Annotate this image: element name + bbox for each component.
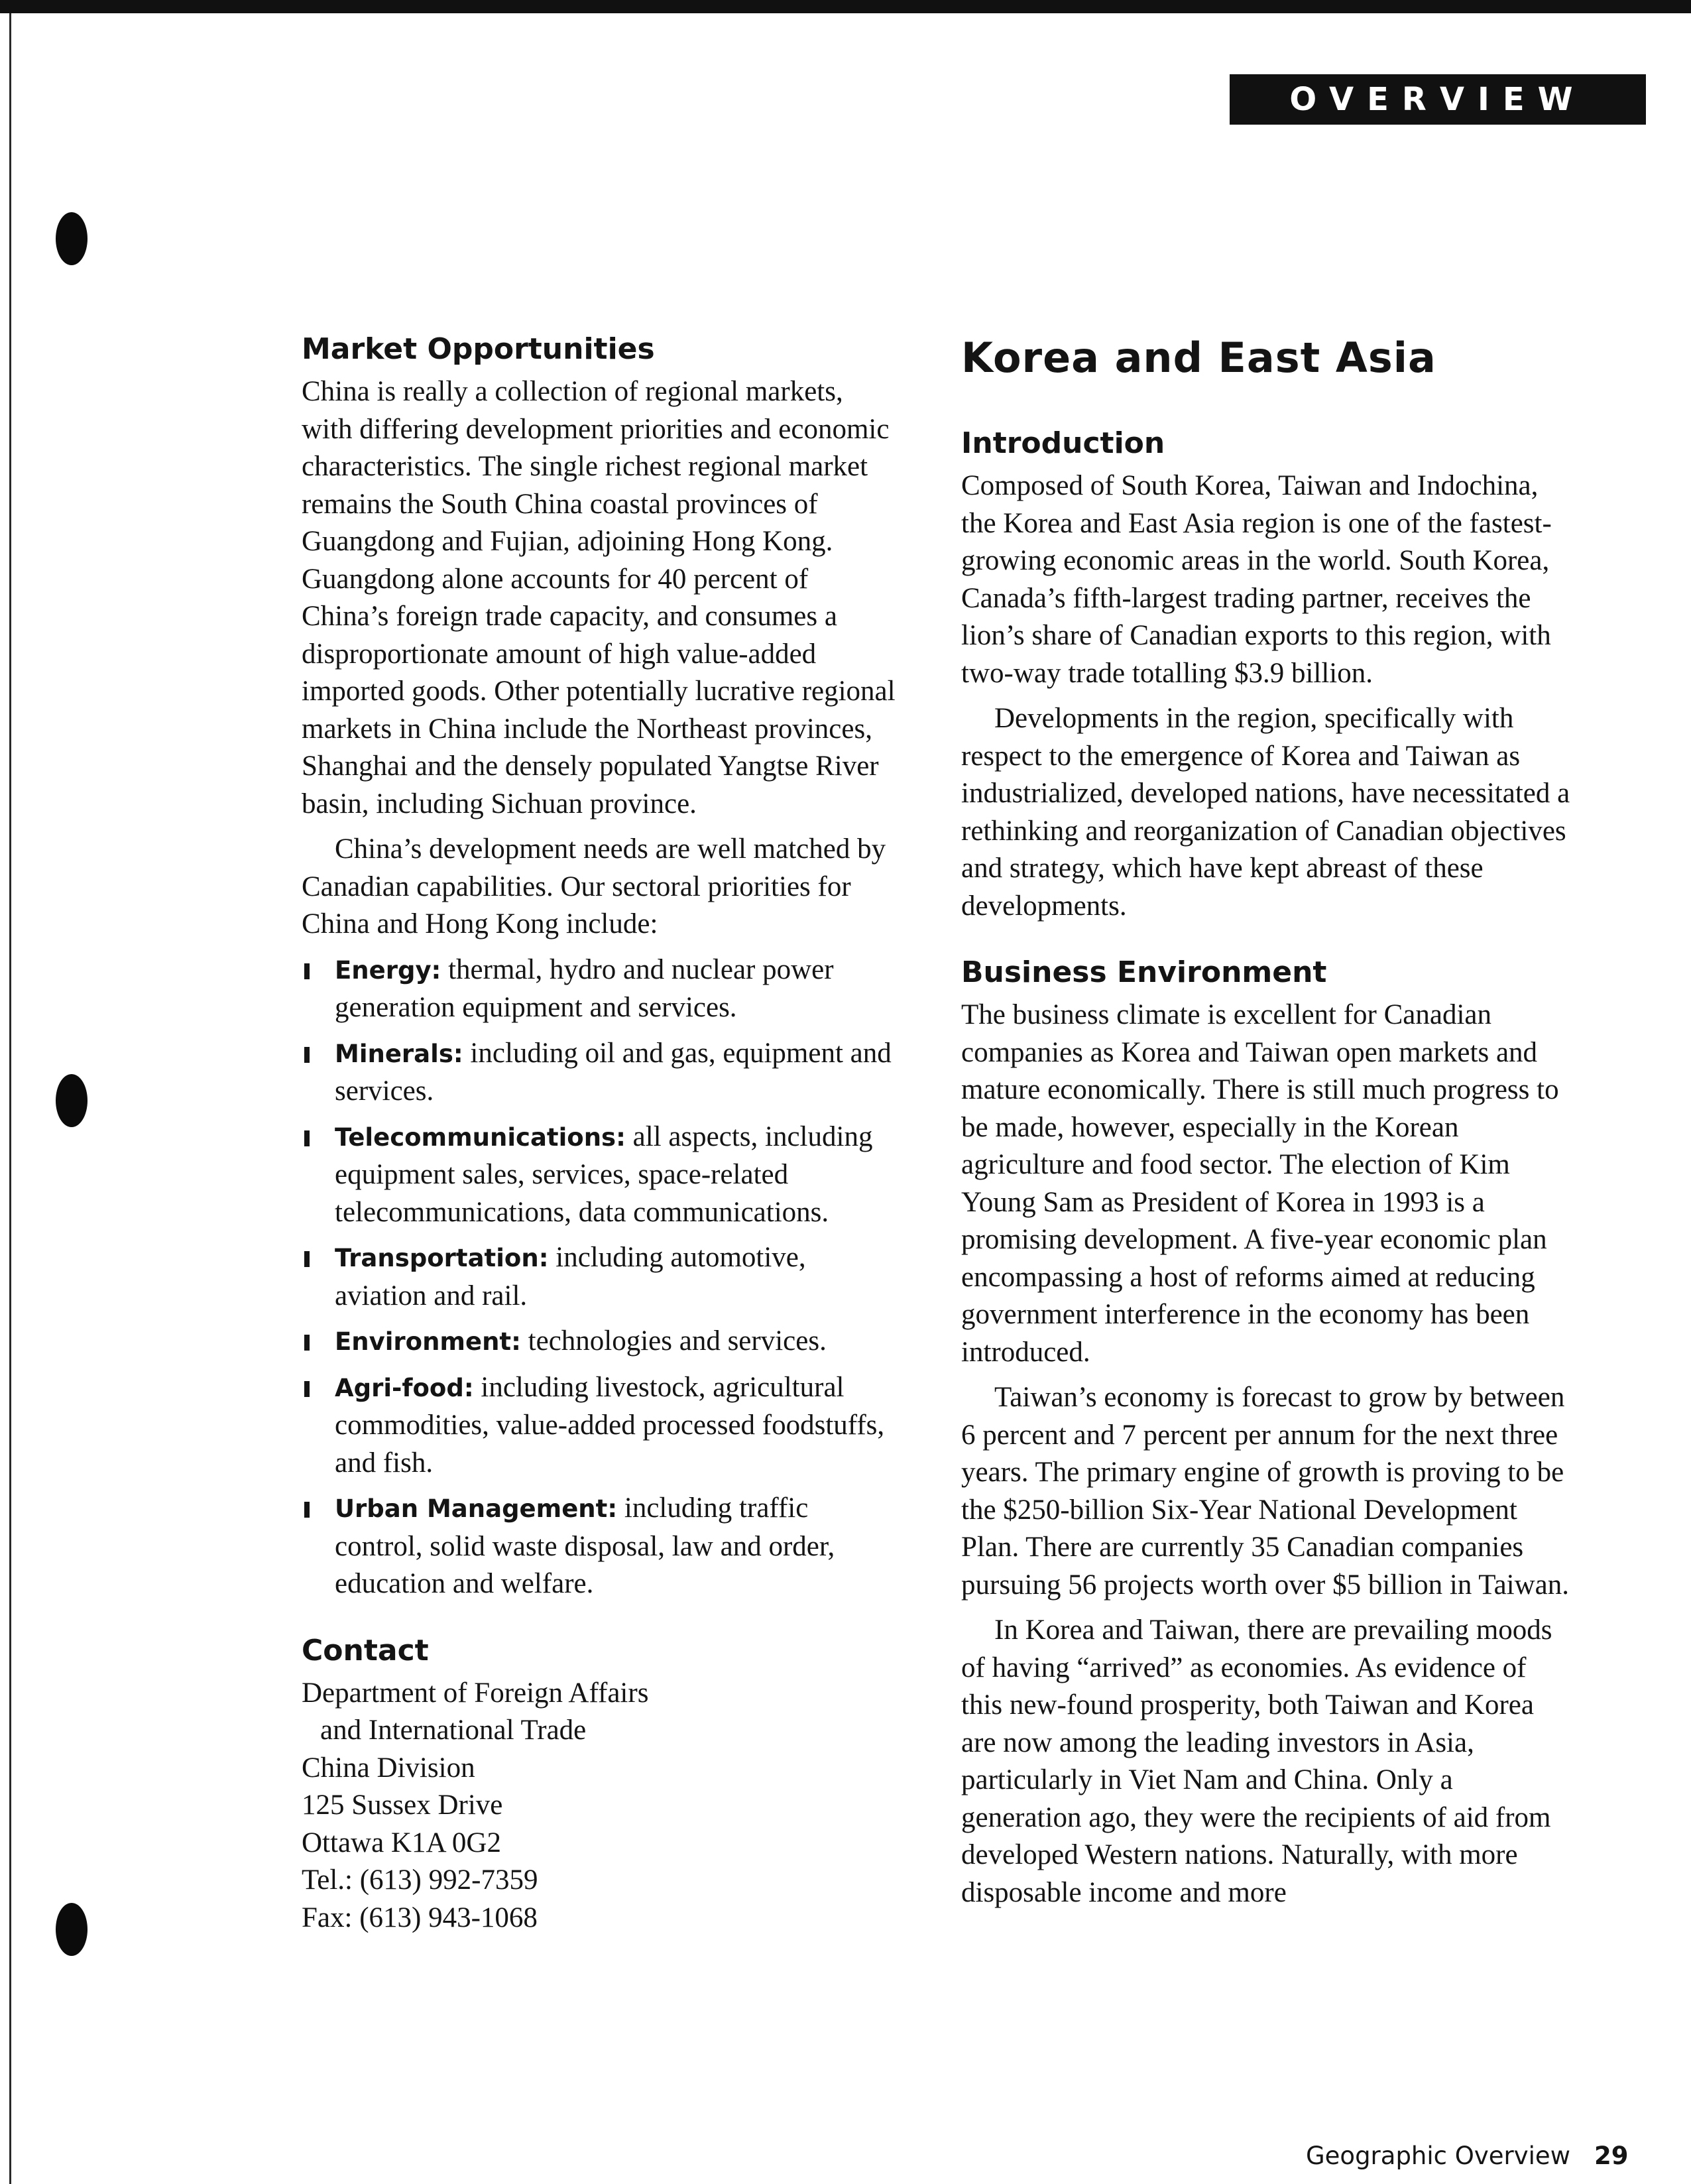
sector-term: Urban Management: [335,1494,618,1523]
contact-heading: Contact [302,1633,429,1668]
page-footer [1306,2142,1628,2170]
list-item [302,1035,898,1111]
list-item [302,1323,898,1361]
scan-left-edge [9,13,11,2184]
sector-priority-list [302,951,898,1603]
market-paragraph: China is really a collection of regional markets, with differing development priorities and economic characteristics. The single richest regional market remains the South China coastal provinces of Guangdong and Fujian, adjoining Hong Kong. Guangdong alone accounts for 40 percent of China’s foreign trade capacity, and consumes a disproportionate amount of high value-added imported goods. Other potentially lucrative regional markets in China include the Northeast provinces, Shanghai and the densely populated Yangtse River basin, including Sichuan province. [302,376,896,819]
address-line: Department of Foreign Affairs [302,1677,649,1709]
sector-term: Telecommunications: [335,1122,626,1152]
page-title: Korea and East Asia [961,334,1436,382]
list-item [302,1119,898,1232]
intro-paragraph: Composed of South Korea, Taiwan and Indochina, the Korea and East Asia region is one of the fastest-growing economic areas in the world. South Korea, Canada’s fifth-largest trading partner, receives the lion’s share of Canadian exports to this region, with two-way trade totalling $3.9 billion. [961,470,1552,689]
market-opportunities-heading: Market Opportunities [302,332,655,366]
scan-top-edge [0,0,1691,13]
contact-address [302,1675,898,1937]
sector-description: including traffic control, solid waste disposal, law and order, education and welfare. [335,1492,835,1599]
left-column [302,328,898,1937]
business-paragraph: In Korea and Taiwan, there are prevailing moods of having “arrived” as economies. As evidence of this new-found prosperity, both Taiwan and Korea are now among the leading investors in Asia, particularly in Viet Nam and China. Only a generation ago, they were the recipients of aid from developed Western nations. Naturally, with more disposable income and more [961,1614,1552,1908]
sector-term: Minerals: [335,1039,463,1068]
business-paragraph: The business climate is excellent for Canadian companies as Korea and Taiwan open markets and mature economically. There is still much progress to be made, however, especially in the Korean agriculture and food sector. The election of Kim Young Sam as President of Korea in 1993 is a promising development. A five-year economic plan encompassing a host of reforms aimed at reducing government interference in the economy has been introduced. [961,999,1559,1368]
sector-description: all aspects, including equipment sales, services, space-related telecommunications, data communications. [335,1121,873,1228]
address-line: Ottawa K1A 0G2 [302,1827,501,1858]
sector-term: Agri-food: [335,1373,474,1402]
binder-hole-bottom [56,1903,87,1956]
list-item [302,1490,898,1603]
sector-description: including automotive, aviation and rail. [335,1242,806,1311]
sector-description: thermal, hydro and nuclear power generation equipment and services. [335,953,834,1023]
sector-description: including oil and gas, equipment and services. [335,1037,892,1107]
business-paragraph: Taiwan’s economy is forecast to grow by between 6 percent and 7 percent per annum for the next three years. The primary engine of growth is proving to be the $250-billion Six-Year National Development Plan. There are currently 35 Canadian companies pursuing 56 projects worth over $5 billion in Taiwan. [961,1382,1569,1601]
list-item [302,1369,898,1483]
footer-section-name: Geographic Overview [1306,2142,1570,2170]
binder-hole-top [56,212,87,265]
list-item [302,951,898,1027]
business-environment-heading: Business Environment [961,955,1327,989]
section-header-bar: OVERVIEW [1230,74,1646,125]
address-line: and International Trade [320,1715,587,1746]
page-number: 29 [1594,2142,1629,2170]
sector-term: Environment: [335,1327,521,1356]
address-line: 125 Sussex Drive [302,1790,503,1821]
sector-term: Transportation: [335,1244,549,1272]
right-column [961,328,1571,1919]
binder-hole-middle [56,1074,87,1127]
address-line: China Division [302,1752,475,1784]
introduction-heading: Introduction [961,426,1165,460]
fax-line: Fax: (613) 943-1068 [302,1902,538,1933]
sector-description: including livestock, agricultural commodities, value-added processed foodstuffs, and fish. [335,1371,885,1479]
phone-line: Tel.: (613) 992-7359 [302,1864,538,1896]
intro-paragraph: Developments in the region, specifically with respect to the emergence of Korea and Taiwan as industrialized, developed nations, have necessitated a rethinking and reorganization of Canadian objectives and strategy, which have kept abreast of these developments. [961,703,1570,922]
list-item [302,1239,898,1315]
sector-description: technologies and services. [528,1325,827,1357]
sector-term: Energy: [335,955,441,985]
market-paragraph: China’s development needs are well matched by Canadian capabilities. Our sectoral priorities for China and Hong Kong include: [302,833,886,940]
